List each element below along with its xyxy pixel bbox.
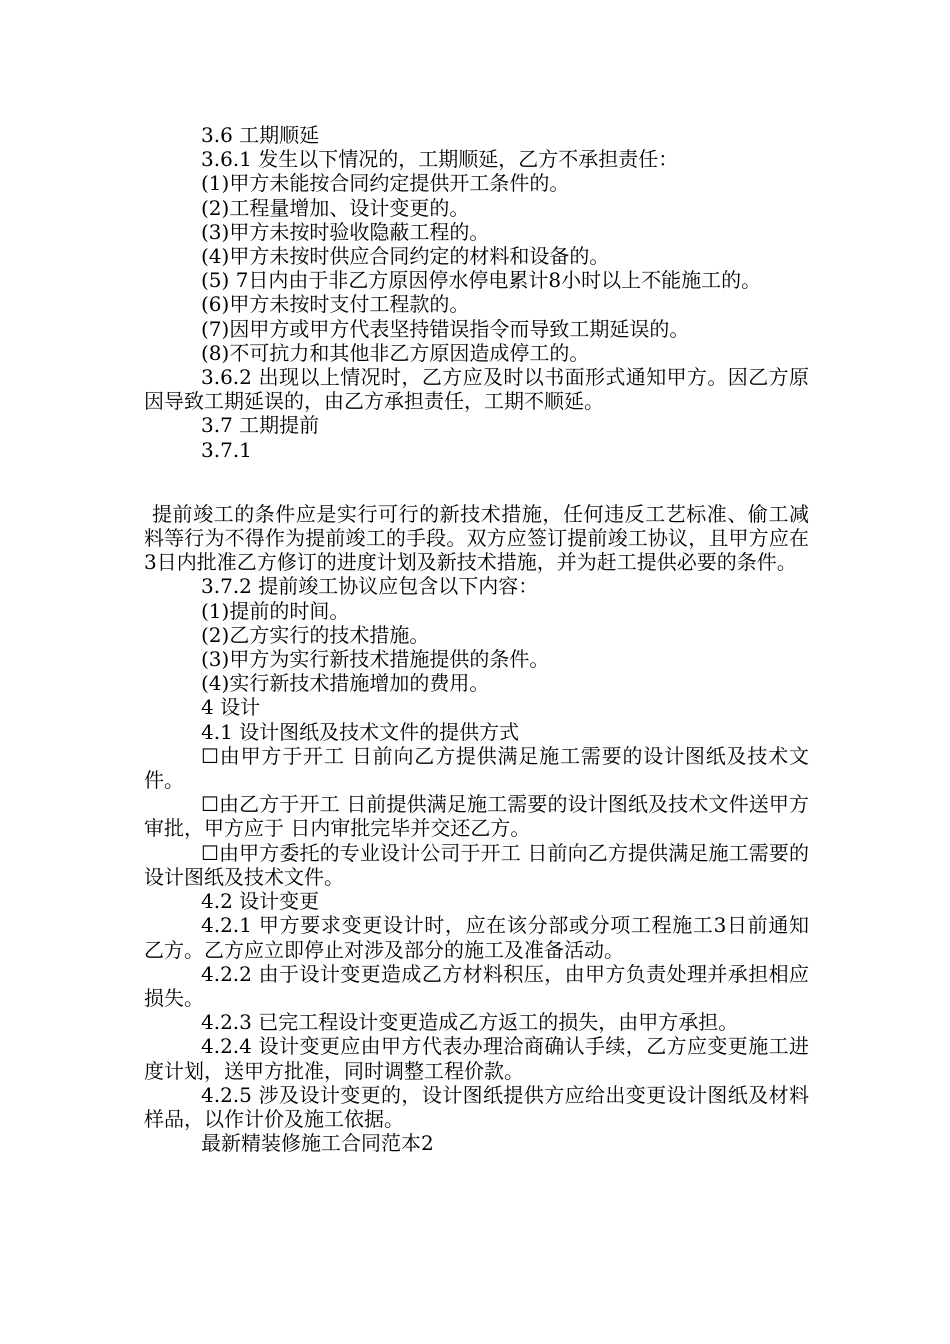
clause-4-2-4: 4.2.4 设计变更应由甲方代表办理洽商确认手续，乙方应变更施工进度计划，送甲方批准，同时调整工程价款。 [144,1034,809,1083]
list-item: (8)不可抗力和其他非乙方原因造成停工的。 [201,340,590,365]
clause-4-2-3: 4.2.3 已完工程设计变更造成乙方返工的损失，由甲方承担。 [201,1010,739,1035]
document-body [144,123,809,1155]
clause-4-2-5: 4.2.5 涉及设计变更的，设计图纸提供方应给出变更设计图纸及材料样品，以作计价及施工依据。 [144,1082,809,1131]
list-item: (2)乙方实行的技术措施。 [201,622,430,647]
list-item: (1)甲方未能按合同约定提供开工条件的。 [201,171,570,196]
clause-3-7-2: 3.7.2 提前竣工协议应包含以下内容： [201,574,539,599]
section-heading-3-7: 3.7 工期提前 [201,413,320,438]
clause-4-2-1: 4.2.1 甲方要求变更设计时，应在该分部或分项工程施工3日前通知乙方。乙方应立即停止对涉及部分的施工及准备活动。 [144,913,809,962]
list-item: (3)甲方为实行新技术措施提供的条件。 [201,647,550,672]
checkbox-option: ☐由乙方于开工 日前提供满足施工需要的设计图纸及技术文件送甲方审批，甲方应于 日内审批完毕并交还乙方。 [144,792,809,841]
section-heading-4: 4 设计 [201,695,261,720]
document-subtitle: 最新精装修施工合同范本2 [201,1131,434,1156]
section-heading-4-1: 4.1 设计图纸及技术文件的提供方式 [201,719,520,744]
section-heading-3-6: 3.6 工期顺延 [201,123,320,147]
list-item: (1)提前的时间。 [201,598,350,623]
clause-4-2-2: 4.2.2 由于设计变更造成乙方材料积压，由甲方负责处理并承担相应损失。 [144,961,809,1010]
list-item: (2)工程量增加、设计变更的。 [201,195,470,220]
section-heading-4-2: 4.2 设计变更 [201,889,320,914]
checkbox-option: ☐由甲方委托的专业设计公司于开工 日前向乙方提供满足施工需要的设计图纸及技术文件。 [144,840,809,889]
clause-3-7-1-number: 3.7.1 [201,437,252,462]
list-item: (5) 7日内由于非乙方原因停水停电累计8小时以上不能施工的。 [201,268,762,293]
list-item: (7)因甲方或甲方代表坚持错误指令而导致工期延误的。 [201,316,690,341]
clause-3-6-1: 3.6.1 发生以下情况的，工期顺延，乙方不承担责任： [201,147,679,172]
list-item: (6)甲方未按时支付工程款的。 [201,292,470,317]
clause-3-6-2: 3.6.2 出现以上情况时，乙方应及时以书面形式通知甲方。因乙方原因导致工期延误的，由乙方承担责任，工期不顺延。 [144,365,809,414]
list-item: (4)甲方未按时供应合同约定的材料和设备的。 [201,244,610,269]
list-item: (3)甲方未按时验收隐蔽工程的。 [201,219,490,244]
checkbox-option: ☐由甲方于开工 日前向乙方提供满足施工需要的设计图纸及技术文件。 [144,743,809,793]
clause-3-7-1-text: 提前竣工的条件应是实行可行的新技术措施，任何违反工艺标准、偷工减料等行为不得作为提前竣工的手段。双方应签订提前竣工协议，且甲方应在3日内批准乙方修订的进度计划及新技术措施，并为赶工提供必要的条件。 [144,501,809,575]
list-item: (4)实行新技术措施增加的费用。 [201,671,490,696]
